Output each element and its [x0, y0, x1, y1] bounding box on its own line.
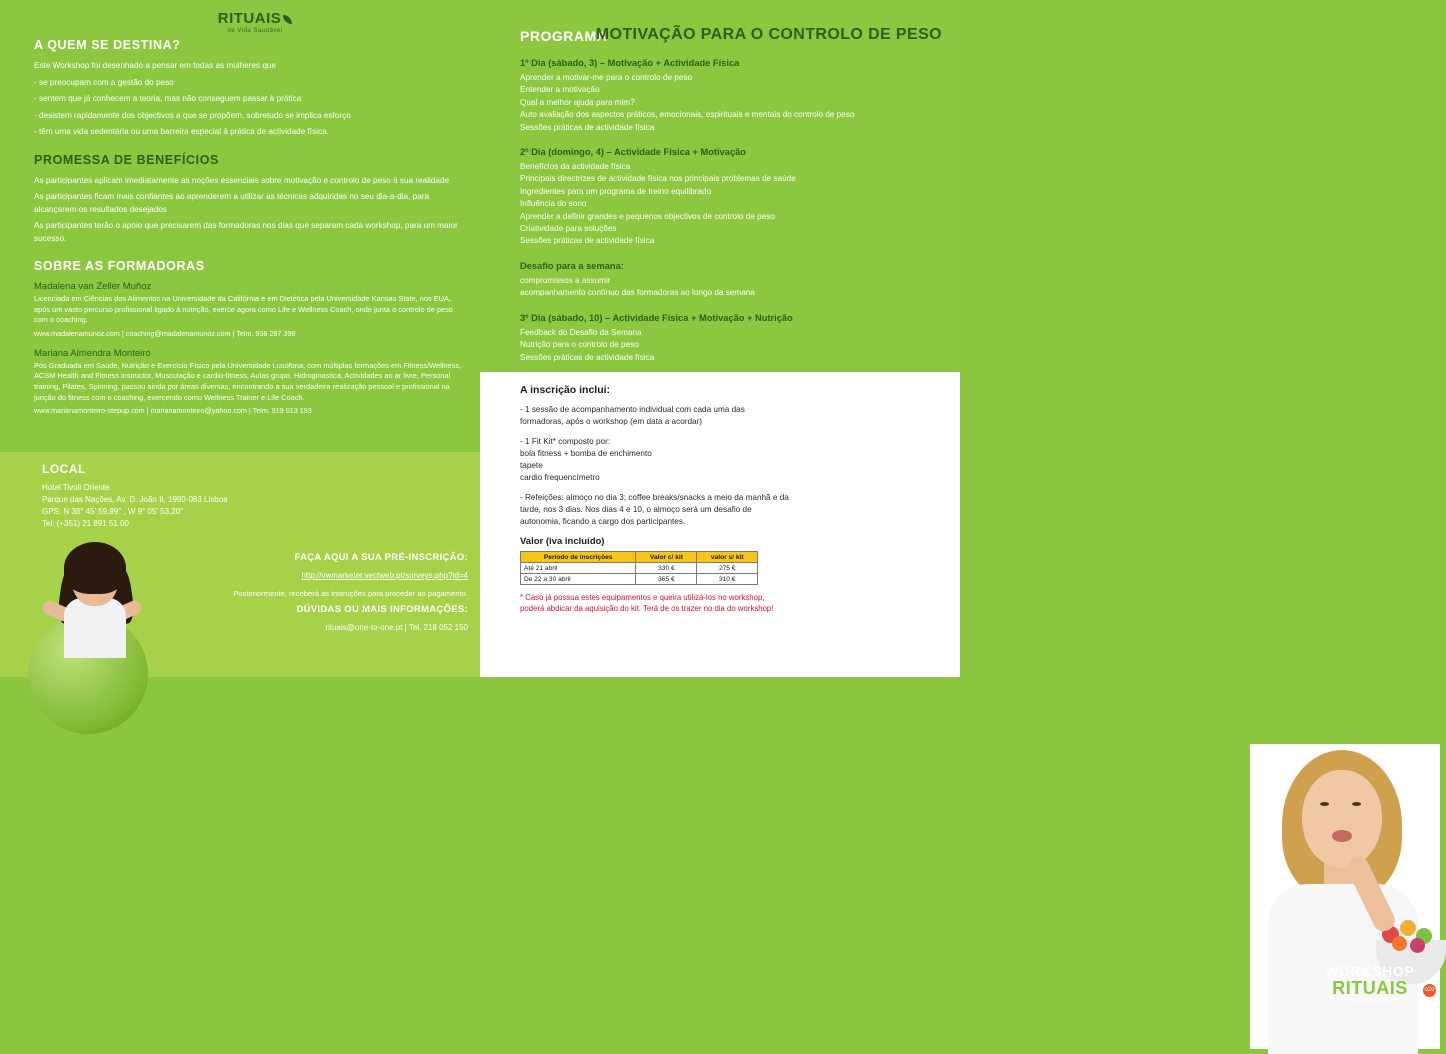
workshop-logo-line3: de Vida Saudável — [1339, 997, 1401, 1004]
value-title: Valor (iva incluído) — [520, 536, 605, 547]
table-row — [521, 574, 758, 585]
day-item: Sessões práticas de actividade física — [520, 352, 655, 362]
local-block — [42, 462, 342, 530]
eye-right — [1352, 802, 1361, 806]
table-cell: 330 € — [636, 563, 697, 574]
inscription-item: cardio frequencímetro — [520, 473, 600, 482]
table-header-cell: Período de inscrições — [521, 552, 636, 563]
pre-inscricao-note: Posteriormente, receberá as instruções para proceder ao pagamento. — [233, 589, 468, 598]
program-challenge — [520, 261, 950, 300]
day-title: 2º Dia (domingo, 4) – Actividade Física + Motivação — [520, 147, 746, 158]
trainer-bio: Licenciada em Ciências dos Alimentos na Universidade da Califórnia e em Dietética pela Universidade Kansas State, nos EUA, após um vasto percurso profissional ligado à nutrição, exerce agora como Life e Wellness Coach, onde junta o controlo de peso com o coaching. — [34, 294, 453, 325]
o2o-badge: o2o — [1423, 984, 1436, 997]
program-day — [520, 58, 950, 134]
day-item: Feedback do Desafio da Semana — [520, 327, 642, 337]
day-item: Nutrição para o controlo de peso — [520, 340, 639, 350]
day-item: Sessões práticas de actividade física — [520, 236, 655, 246]
fruit-piece — [1400, 920, 1416, 936]
trainer-name: Madalena van Zeller Muñoz — [34, 281, 152, 292]
local-line: Hotel Tivoli Oriente — [42, 483, 110, 492]
inscription-item: tapete — [520, 461, 543, 470]
day-item: acompanhamento contínuo das formadoras ao longo da semana — [520, 288, 755, 298]
inscription-content — [520, 384, 790, 623]
day-item: Criatividade para soluções — [520, 224, 617, 234]
day-item: Principais directrizes de actividade física nos principais problemas de saúde — [520, 174, 796, 184]
local-line: Tel: (+351) 21 891 51 00 — [42, 519, 129, 528]
programa-title: PROGRAMA — [520, 28, 608, 44]
workshop-logo-line1: WORKSHOP — [1325, 964, 1415, 979]
program-content — [520, 58, 950, 377]
table-cell: 310 € — [697, 574, 758, 585]
bullet-item: - sentem que já conhecem a teoria, mas não conseguem passar à prática — [34, 94, 302, 103]
section-a-quem-se-destina — [34, 38, 464, 139]
day-item: Aprender a definir grandes e pequenos objectivos de controlo de peso — [520, 211, 775, 221]
pre-inscricao-title: FAÇA AQUI A SUA PRÉ-INSCRIÇÃO: — [294, 552, 468, 563]
fruit-piece — [1392, 936, 1407, 951]
workshop-logo-line2: RITUAIS — [1332, 978, 1408, 998]
section-sobre-as-formadoras — [34, 259, 464, 415]
left-panel — [0, 0, 480, 677]
pre-inscricao-block — [148, 552, 468, 607]
day-item: Auto avaliação dos aspectos práticos, emocionais, espirituais e mentais do controlo de peso — [520, 110, 855, 120]
section-title: SOBRE AS FORMADORAS — [34, 259, 205, 273]
inscription-title: A inscrição inclui: — [520, 384, 611, 396]
mouth — [1332, 830, 1352, 842]
day-title: 3º Dia (sábado, 10) – Actividade Física + Motivação + Nutrição — [520, 312, 793, 323]
face — [1302, 770, 1382, 868]
inscription-item: - Refeições: almoço no dia 3; coffee breaks/snacks a meio da manhã e da tarde, nos 3 dias. Nos dias 4 e 10, o almoço será um desafio de autonomia, ficando a cargo dos participantes. — [520, 493, 789, 526]
day-item: compromissos a assumir — [520, 275, 611, 285]
program-day — [520, 313, 950, 364]
headline: MOTIVAÇÃO PARA O CONTROLO DE PESO — [595, 26, 942, 43]
hair — [64, 542, 126, 594]
intro-text: Este Workshop foi desenhado a pensar em todas as mulheres que — [34, 61, 276, 70]
leaf-icon — [283, 15, 292, 24]
bullet-item: - desistem rapidamente dos objectivos a que se propõem, sobretudo se implica esforço — [34, 110, 351, 120]
local-line: Parque das Nações, Av. D. João II, 1990-083 Lisboa — [42, 495, 228, 504]
brand-logo-text: RITUAIS — [217, 10, 282, 27]
kit-note: * Caso já possua estes equipamentos e queira utilizá-los no workshop, poderá abdicar da aquisição do kit. Terá de os trazer no dia do workshop! — [520, 593, 774, 614]
day-item: Sessões práticas de actividade física — [520, 122, 655, 132]
trainer-contact: www.madalenamunoz.com | coaching@madalenamunoz.com | Telm. 938 287 398 — [34, 328, 296, 338]
inscription-item: bola fitness + bomba de enchimento — [520, 449, 652, 458]
bullet-item: - têm uma vida sedentária ou uma barreira especial à prática de actividade física. — [34, 127, 329, 136]
brand-logo — [200, 10, 310, 34]
paragraph: As participantes aplicam imediatamente as noções essenciais sobre motivação e controlo de peso à sua realidade — [34, 175, 450, 185]
duvidas-contact[interactable]: rituais@one-to-one.pt | Tel. 218 052 150 — [325, 623, 468, 632]
day-item: Aprender a motivar-me para o controlo de peso — [520, 73, 693, 82]
table-cell: 365 € — [636, 574, 697, 585]
section-promessa-beneficios — [34, 153, 464, 246]
table-header-cell: Valor c/ kit — [636, 552, 697, 563]
brand-logo-subtitle: de Vida Saudável — [227, 28, 283, 34]
inscription-panel — [480, 372, 1435, 1004]
inscription-item: - 1 Fit Kit* composto por: — [520, 437, 611, 446]
left-content — [34, 38, 464, 429]
trainer-card — [34, 348, 464, 415]
section-title: PROMESSA DE BENEFÍCIOS — [34, 152, 219, 167]
inscription-item: - 1 sessão de acompanhamento individual com cada uma das formadoras, após o workshop (em data a acordar) — [520, 405, 745, 426]
duvidas-title: DÚVIDAS OU MAIS INFORMAÇÕES: — [296, 604, 468, 615]
day-item: Ingredientes para um programa de treino equilibrado — [520, 186, 712, 196]
day-item: Qual a melhor ajuda para mim? — [520, 97, 635, 107]
trainer-name: Mariana Almendra Monteiro — [34, 347, 151, 359]
duvidas-block — [180, 604, 468, 640]
day-item: Benefícios da actividade física — [520, 162, 631, 172]
pre-inscricao-link[interactable]: http://vwmarketer.vectweb.pt/surveys.php?id=4 — [301, 571, 468, 580]
table-header-row — [521, 552, 758, 563]
trainer-bio: Pós Graduada em Saúde, Nutrição e Exercício Físico pela Universidade Lusófona, com múltiplas formações em Fitness/Wellness, ACSM Health and Fitness instructor, Musculação e cardio-fitness, Aulas grupo, Hidroginastica, Actividades ao ar livre, Personal training, Pilates, Spinning, passou ainda por áreas diversas, encontrando a sua verdadeira realização pessoal e profissional na junção do fitness com o coaching, exercendo como Wellness Trainer e Life Coach. — [34, 360, 462, 402]
local-line: GPS: N 38° 45' 59,99" , W 9° 05' 53,20" — [42, 507, 183, 516]
paragraph: As participantes terão o apoio que precisarem das formadoras nos dias que separam cada workshop, para um maior sucesso. — [34, 221, 458, 243]
fruit-piece — [1410, 938, 1425, 953]
program-day — [520, 147, 950, 248]
paragraph: As participantes ficam mais confiantes ao aprenderem a utilizar as técnicas adquiridas no seu dia-a-dia, para alcançarem os resultados desejados — [34, 192, 430, 214]
table-header-cell: valor s/ kit — [697, 552, 758, 563]
table-cell: 275 € — [697, 563, 758, 574]
eye-left — [1320, 802, 1329, 806]
table-cell: Até 21 abril — [521, 563, 636, 574]
day-item: Entender a motivação — [520, 85, 600, 95]
torso — [64, 598, 126, 658]
trainer-contact: www.marianamonteiro-stepup.com | marianamonteiro@yahoo.com | Telm. 919 013 193 — [34, 406, 312, 416]
day-title: Desafio para a semana: — [520, 260, 624, 271]
day-title: 1º Dia (sábado, 3) – Motivação + Actividade Física — [520, 58, 740, 68]
workshop-logo — [1306, 964, 1434, 1004]
trainer-card — [34, 281, 464, 338]
local-title: LOCAL — [42, 462, 86, 476]
table-row — [521, 563, 758, 574]
price-table — [520, 551, 758, 585]
section-title: A QUEM SE DESTINA? — [34, 38, 181, 52]
day-item: Influência do sono — [520, 199, 587, 209]
bullet-item: - se preocupam com a gestão do peso — [34, 77, 174, 87]
table-cell: De 22 a 30 abril — [521, 574, 636, 585]
